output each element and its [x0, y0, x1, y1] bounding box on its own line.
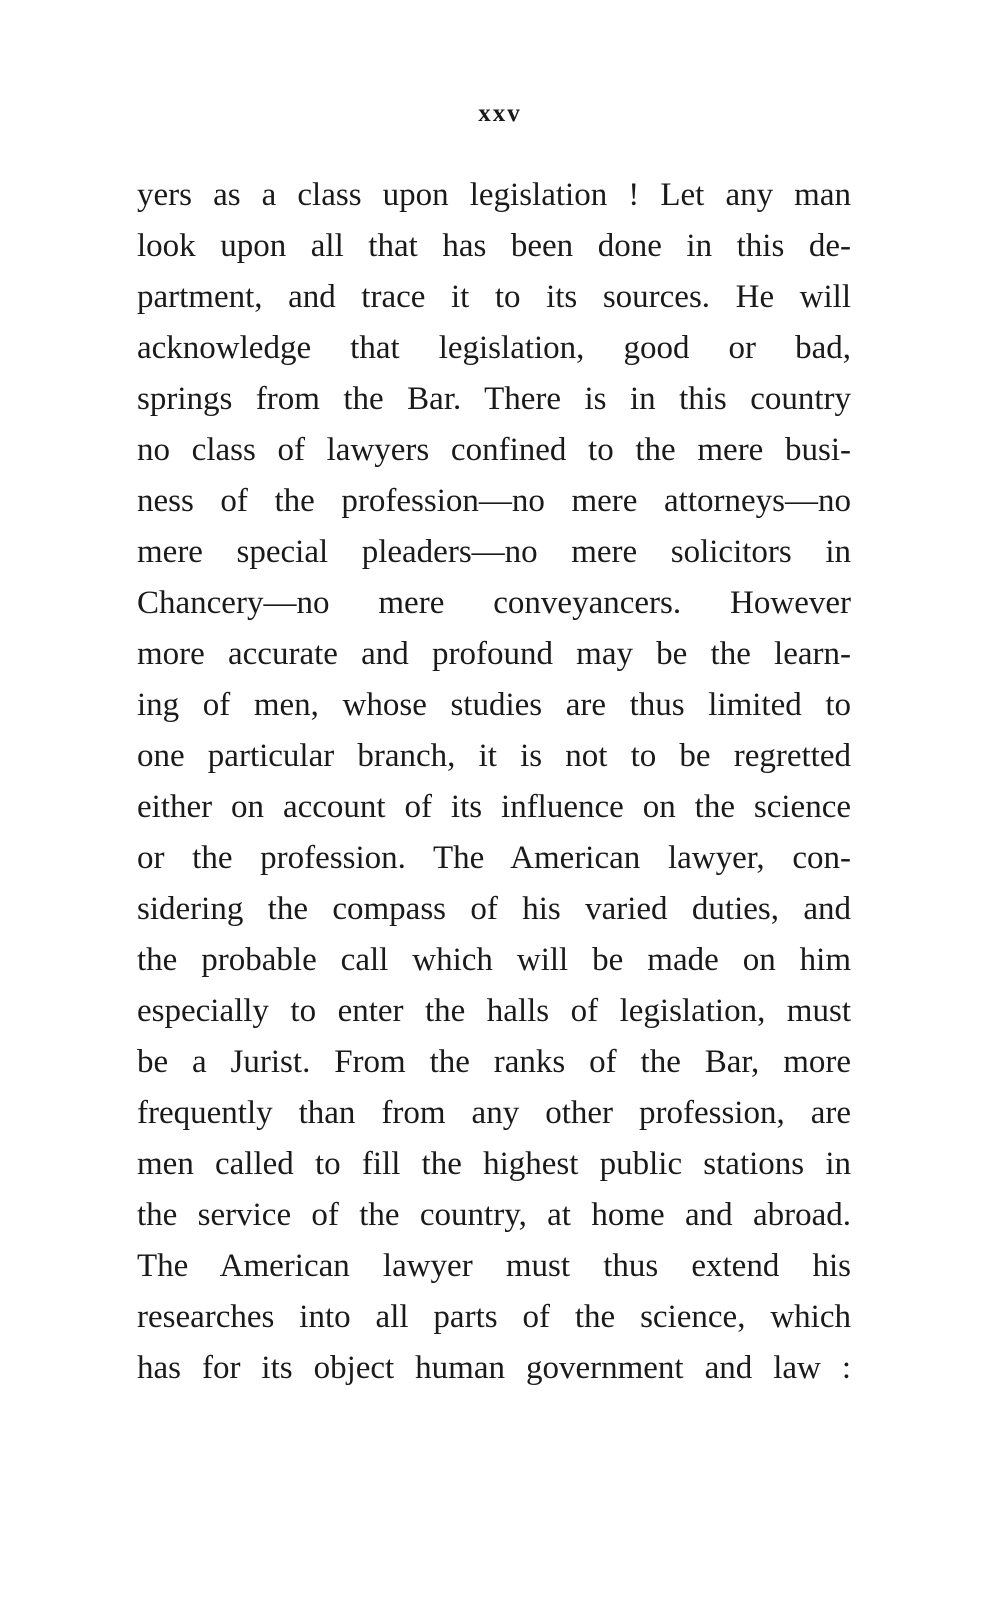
text-line: researches into all parts of the science, which [137, 1299, 851, 1335]
text-line: sidering the compass of his varied duties, and [137, 891, 851, 927]
text-line: either on account of its influence on the science [137, 789, 851, 825]
text-line: ing of men, whose studies are thus limited to [137, 687, 851, 723]
text-line: mere special pleaders—no mere solicitors in [137, 534, 851, 570]
text-line: look upon all that has been done in this de- [137, 228, 851, 264]
text-line: acknowledge that legislation, good or bad, [137, 330, 851, 366]
text-line: springs from the Bar. There is in this country [137, 381, 851, 417]
text-line: or the profession. The American lawyer, con- [137, 840, 851, 876]
text-line: has for its object human government and law : [137, 1350, 851, 1386]
text-line: especially to enter the halls of legislation, must [137, 993, 851, 1029]
body-text [137, 170, 851, 1394]
page-number: xxv [478, 100, 522, 127]
text-line: no class of lawyers confined to the mere busi- [137, 432, 851, 468]
text-line: yers as a class upon legislation ! Let any man [137, 177, 851, 213]
text-line: the service of the country, at home and abroad. [137, 1197, 851, 1233]
text-line: be a Jurist. From the ranks of the Bar, more [137, 1044, 851, 1080]
text-line: one particular branch, it is not to be regretted [137, 738, 851, 774]
text-line: The American lawyer must thus extend his [137, 1248, 851, 1284]
text-line: more accurate and profound may be the learn- [137, 636, 851, 672]
text-line: partment, and trace it to its sources. He will [137, 279, 851, 315]
text-line: the probable call which will be made on him [137, 942, 851, 978]
text-line: men called to fill the highest public stations in [137, 1146, 851, 1182]
text-line: ness of the profession—no mere attorneys—no [137, 483, 851, 519]
text-line: frequently than from any other profession, are [137, 1095, 851, 1131]
text-line: Chancery—no mere conveyancers. However [137, 585, 851, 621]
